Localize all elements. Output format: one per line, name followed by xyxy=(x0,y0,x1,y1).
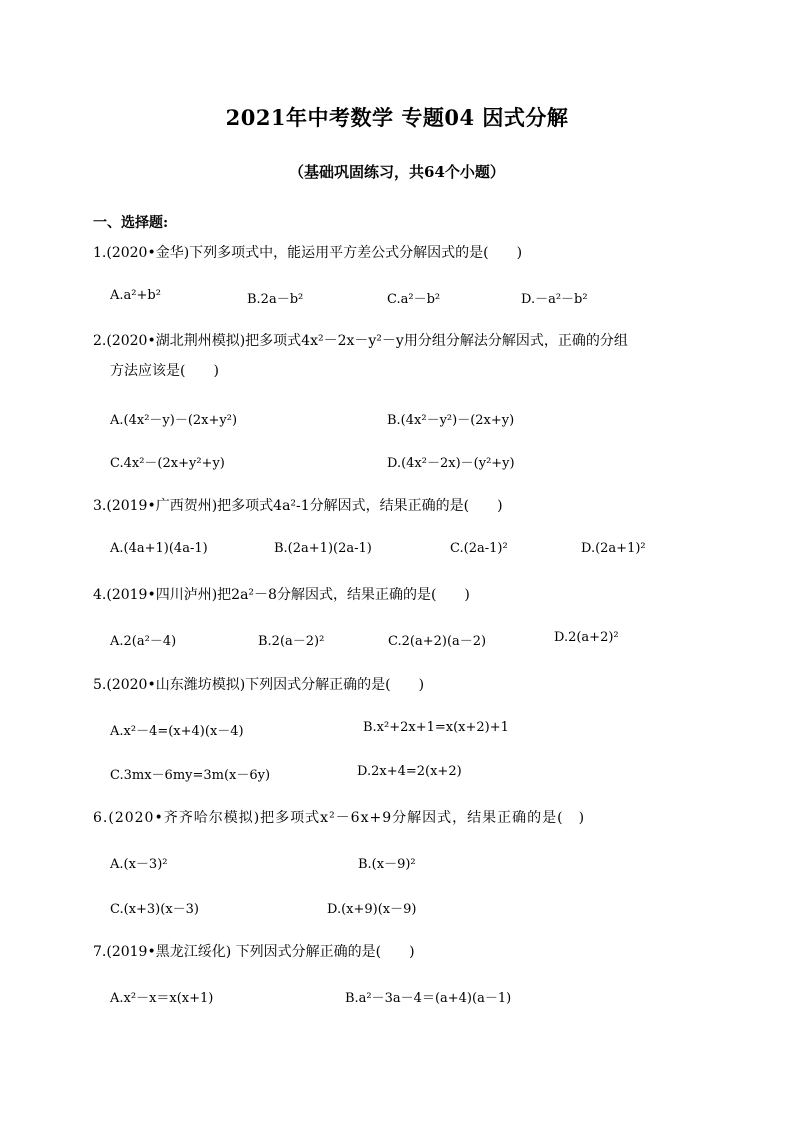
question-3-stem: 3.(2019•广西贺州)把多项式4a²-1分解因式，结果正确的是( ) xyxy=(93,498,503,514)
page-title: 2021年中考数学 专题04 因式分解 xyxy=(225,105,569,130)
question-1-option-c: C.a²－b² xyxy=(387,292,441,307)
question-5-stem: 5.(2020•山东潍坊模拟)下列因式分解正确的是( ) xyxy=(93,677,425,693)
question-4-option-c: C.2(a+2)(a－2) xyxy=(388,634,487,649)
question-2-option-b: B.(4x²－y²)－(2x+y) xyxy=(387,413,515,428)
question-6-option-c: C.(x+3)(x－3) xyxy=(110,902,200,917)
question-6-option-b: B.(x－9)² xyxy=(358,857,416,872)
question-4-stem: 4.(2019•四川泸州)把2a²－8分解因式，结果正确的是( ) xyxy=(93,587,470,603)
question-6-option-a: A.(x－3)² xyxy=(110,857,168,872)
question-6-option-d: D.(x+9)(x－9) xyxy=(327,902,417,917)
question-3-option-b: B.(2a+1)(2a-1) xyxy=(274,541,372,556)
question-7-stem: 7.(2019•黑龙江绥化) 下列因式分解正确的是( ) xyxy=(93,944,415,960)
question-4-option-b: B.2(a－2)² xyxy=(258,634,325,649)
question-7-option-b: B.a²－3a－4＝(a+4)(a－1) xyxy=(345,991,512,1006)
section-heading: 一、选择题: xyxy=(93,215,169,231)
question-5-option-c: C.3mx－6my=3m(x－6y) xyxy=(110,768,271,783)
question-3-option-c: C.(2a-1)² xyxy=(450,541,508,556)
question-5-option-b: B.x²+2x+1=x(x+2)+1 xyxy=(363,720,509,735)
question-7-option-a: A.x²－x＝x(x+1) xyxy=(110,991,214,1006)
question-2 xyxy=(93,329,628,383)
question-2-option-d: D.(4x²－2x)－(y²+y) xyxy=(387,456,515,471)
question-2-stem-continued: 方法应该是( ) xyxy=(110,363,219,379)
question-5-option-d: D.2x+4=2(x+2) xyxy=(357,764,462,779)
question-5-option-a: A.x²－4=(x+4)(x－4) xyxy=(110,724,244,739)
question-6-stem: 6.(2020•齐齐哈尔模拟)把多项式x²－6x+9分解因式，结果正确的是( ) xyxy=(93,810,586,826)
question-3-option-a: A.(4a+1)(4a-1) xyxy=(110,541,208,556)
page-subtitle: （基础巩固练习，共64个小题） xyxy=(289,163,505,181)
question-1-option-b: B.2a－b² xyxy=(247,292,304,307)
question-1-stem: 1.(2020•金华)下列多项式中，能运用平方差公式分解因式的是( ) xyxy=(93,245,523,261)
question-2-option-a: A.(4x²－y)－(2x+y²) xyxy=(110,413,238,428)
question-3-option-d: D.(2a+1)² xyxy=(581,541,646,556)
question-1-option-a: A.a²+b² xyxy=(110,288,161,303)
question-4-option-d: D.2(a+2)² xyxy=(554,630,619,645)
question-2-option-c: C.4x²－(2x+y²+y) xyxy=(110,456,225,471)
question-2-stem: 2.(2020•湖北荆州模拟)把多项式4x²－2x－y²－y用分组分解法分解因式，正确的分组 xyxy=(93,333,628,349)
question-1-option-d: D.－a²－b² xyxy=(521,292,588,307)
question-4-option-a: A.2(a²－4) xyxy=(110,634,177,649)
